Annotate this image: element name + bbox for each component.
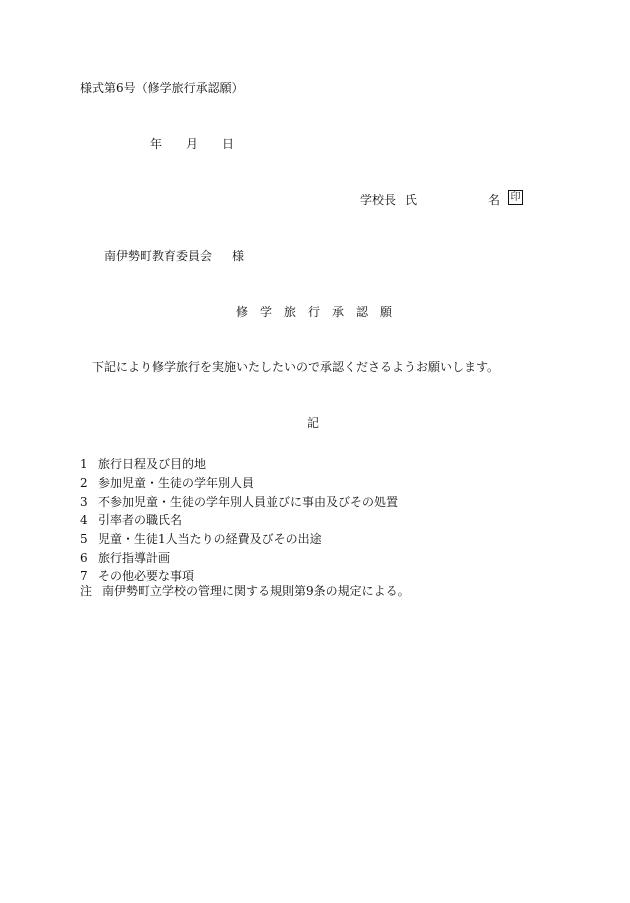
list-item bbox=[80, 492, 398, 511]
list-item-number: 7 bbox=[80, 569, 88, 584]
date-day-label: 日 bbox=[222, 137, 235, 151]
list-item-number: 3 bbox=[80, 494, 88, 509]
list-item bbox=[80, 567, 398, 586]
list-item-number: 5 bbox=[80, 532, 88, 547]
list-item-text: 児童・生徒1人当たりの経費及びその出途 bbox=[98, 532, 322, 547]
list-item-text: 旅行日程及び目的地 bbox=[98, 457, 207, 472]
items-list bbox=[80, 455, 398, 586]
note-text: 南伊勢町立学校の管理に関する規則第9条の規定による。 bbox=[102, 584, 410, 598]
seal-stamp-box: 印 bbox=[508, 190, 523, 205]
list-item-number: 6 bbox=[80, 550, 88, 565]
list-item bbox=[80, 530, 398, 549]
form-number: 様式第6号（修学旅行承認願） bbox=[80, 81, 244, 95]
date-year-label: 年 bbox=[150, 137, 163, 151]
note bbox=[80, 585, 410, 597]
list-item-text: 引率者の職氏名 bbox=[98, 513, 183, 528]
list-item-number: 2 bbox=[80, 476, 88, 491]
note-label: 注 bbox=[80, 584, 93, 598]
list-item-text: 旅行指導計画 bbox=[98, 550, 171, 565]
ki-heading: 記 bbox=[307, 416, 320, 430]
list-item-number: 1 bbox=[80, 457, 88, 472]
principal-title: 学校長 bbox=[360, 193, 397, 207]
principal-name-mei: 名 bbox=[488, 193, 501, 207]
list-item-text: 参加児童・生徒の学年別人員 bbox=[98, 476, 255, 491]
addressee-honorific: 様 bbox=[232, 249, 245, 263]
list-item bbox=[80, 455, 398, 474]
body-text: 下記により修学旅行を実施いたしたいので承認くださるようお願いします。 bbox=[92, 360, 500, 374]
list-item-text: 不参加児童・生徒の学年別人員並びに事由及びその処置 bbox=[98, 494, 399, 509]
list-item-number: 4 bbox=[80, 513, 88, 528]
list-item bbox=[80, 511, 398, 530]
principal-name-shi: 氏 bbox=[405, 193, 418, 207]
list-item bbox=[80, 474, 398, 493]
addressee-name: 南伊勢町教育委員会 bbox=[104, 249, 213, 263]
list-item-text: その他必要な事項 bbox=[98, 569, 195, 584]
document-title: 修学旅行承認願 bbox=[236, 305, 405, 319]
list-item bbox=[80, 548, 398, 567]
date-month-label: 月 bbox=[186, 137, 199, 151]
